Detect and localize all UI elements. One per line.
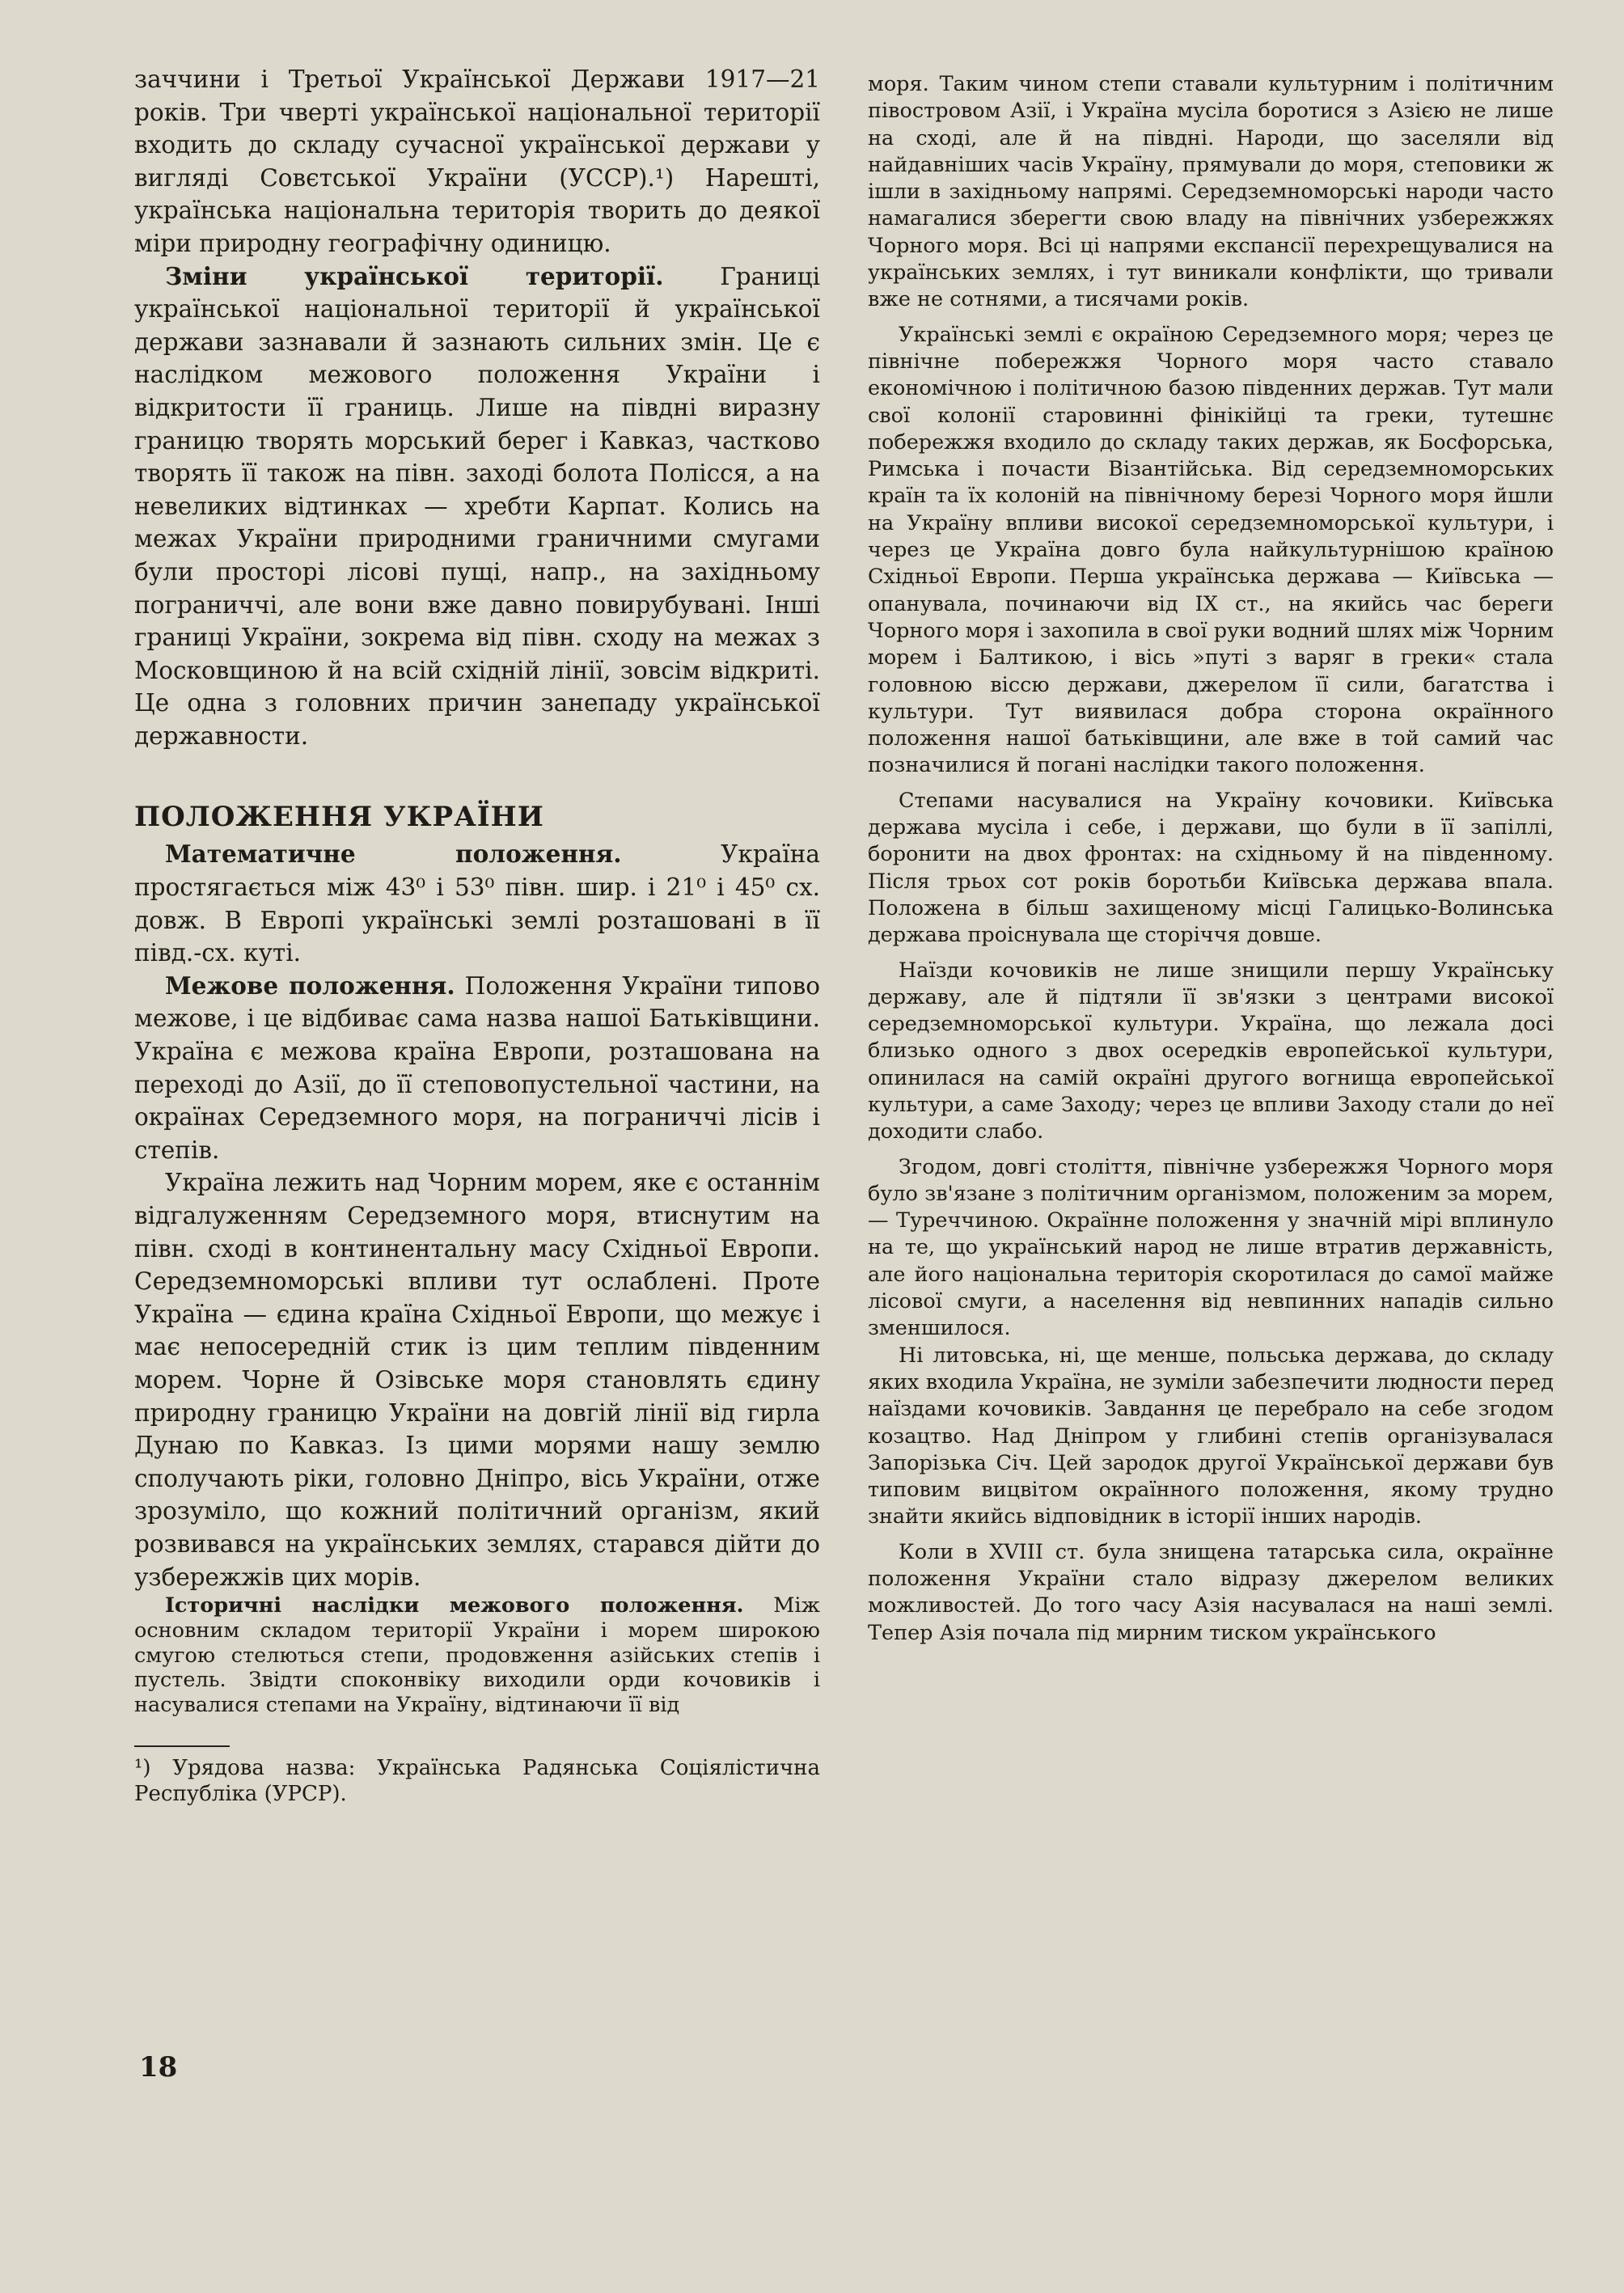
right-paragraph-5: Згодом, довгі століття, північне узбережжя Чорного моря було зв'язане з політичним організмом, положеним за морем, — Туреччиною. Окраїнне положення у значній мірі вплинуло на те, що український народ не лише втратив державність, але його національна територія скоротилася до самої майже лісової смуги, а населення від невпинних нападів сильно зменшилося. (868, 1154, 1554, 1341)
history-paragraph (134, 1593, 820, 1718)
right-paragraph-7: Коли в XVIII ст. була знищена татарська сила, окраїнне положення України стало відразу джерелом великих можливостей. До того часу Азія насувалася на наші землі. Тепер Азія почала під мирним тиском українського (868, 1539, 1554, 1645)
page-number: 18 (139, 2051, 178, 2084)
right-paragraph-3: Степами насувалися на Україну кочовики. Київська держава мусіла і себе, і держави, що були в її запіллі, боронити на двох фронтах: на східньому й на південному. Після трьох сот років боротьби Київська держава впала. Положена в більш захищеному місці Галицько-Волинська держава проіснувала ще сторіччя довше. (868, 788, 1554, 948)
sea-paragraph: Україна лежить над Чорним морем, яке є останнім відгалуженням Середземного моря, втиснутим на півн. сході в континентальну масу Східньої Европи. Середземноморські впливи тут ослаблені. Проте Україна — єдина країна Східньої Европи, що межує і має непосередній стик із цим теплим південним морем. Чорне й Озівське моря становлять єдину природну границю України на довгій лінії від гирла Дунаю по Кавказ. Із цими морями нашу землю сполучають ріки, головно Дніпро, вісь України, отже зрозуміло, що кожний політичний організм, який розвивався на українських землях, старався дійти до узбережжів цих морів. (134, 1169, 820, 1591)
math-lead: Математичне положення. (165, 840, 622, 869)
border-text: Положення України типово межове, і це відбиває сама назва нашої Батьківщини. Україна є межова країна Европи, розташована на переході до Азії, до її степовопустельної частини, на окраїнах Середземного моря, на пограниччі лісів і степів. (134, 971, 820, 1164)
section-heading: ПОЛОЖЕННЯ УКРАЇНИ (134, 801, 544, 834)
right-paragraph-4: Наїзди кочовиків не лише знищили першу Українську державу, але й підтяли її зв'язки з центрами високої середземноморської культури. Україна, що лежала досі близько одного з двох осередків европейської культури, опинилася на самій окраїні другого вогнища европейської культури, а саме Заходу; через це впливи Заходу стали до неї доходити слабо. (868, 958, 1554, 1144)
math-text: Україна простягається між 43⁰ і 53⁰ півн. шир. і 21⁰ і 45⁰ сх. довж. В Европі українські землі розташовані в її півд.-сх. куті. (134, 840, 820, 967)
right-paragraph-1: моря. Таким чином степи ставали культурним і політичним півостровом Азії, і Україна мусіла боротися з Азією не лише на сході, але й на півдні. Народи, що заселяли від найдавніших часів Україну, прямували до моря, степовики ж ішли в західньому напрямі. Середземноморські народи часто намагалися зберегти свою владу на північних узбережжях Чорного моря. Всі ці напрями експансії перехрещувалися на українських землях, і тут виникали конфлікти, що тривали вже не сотнями, а тисячами років. (868, 72, 1554, 312)
footnote-rule (134, 1745, 230, 1747)
right-column (868, 71, 1554, 1647)
history-text: Між основним складом території України і морем широкою смугою стелються степи, продовження азійських степів і пустель. Звідти споконвіку виходили орди кочовиків і насувалися степами на Україну, відтинаючи її від (134, 1593, 820, 1717)
history-lead: Історичні наслідки межового положення. (165, 1593, 744, 1618)
changes-paragraph (134, 260, 820, 753)
border-paragraph (134, 970, 820, 1167)
left-column (134, 63, 820, 1807)
changes-lead: Зміни української території. (165, 261, 664, 290)
math-paragraph (134, 838, 820, 969)
right-paragraph-2: Українські землі є окраїною Середземного моря; через це північне побережжя Чорного моря часто ставало економічною і політичною базою південних держав. Тут мали свої колонії старовинні фінікійці та греки, тутешнє побережжя входило до складу таких держав, як Босфорська, Римська і почасти Візантійська. Від середземноморських країн та їх колоній на північному березі Чорного моря йшли на Україну впливи високої середземноморської культури, і через це Україна довго була найкультурнішою країною Східньої Европи. Перша українська держава — Київська — опанувала, починаючи від IX ст., на якийсь час береги Чорного моря і захопила в свої руки водний шлях між Чорним морем і Балтикою, і вісь »путі з варяг в греки« стала головною віссю держави, джерелом її сили, багатства і культури. Тут виявилася добра сторона окраїнного положення нашої батьківщини, але вже в той самий час позначилися й погані наслідки такого положення. (868, 322, 1554, 778)
border-lead: Межове положення. (165, 971, 455, 1000)
footnote: ¹) Урядова назва: Українська Радянська Соціялістична Республіка (УРСР). (134, 1755, 820, 1806)
intro-paragraph: заччини і Третьої Української Держави 1917—21 років. Три чверті української національної території входить до складу сучасної української держави у вигляді Совєтської України (УССР).¹) Нарешті, українська національна територія творить до деякої міри природну географічну одиницю. (134, 66, 820, 257)
changes-text: Границі української національної території й української держави зазнавали й зазнають сильних змін. Це є наслідком межового положення України і відкритости її границь. Лише на півдні виразну границю творять морський берег і Кавказ, частково творять її також на півн. заході болота Полісся, а на невеликих відтинках — хребти Карпат. Колись на межах України природними граничними смугами були просторі лісові пущі, напр., на західньому пограниччі, але вони вже давно повирубувані. Інші границі України, зокрема від півн. сходу на межах з Московщиною й на всій східній лінії, зовсім відкриті. Це одна з головних причин занепаду української державности. (134, 262, 820, 750)
right-paragraph-6: Ні литовська, ні, ще менше, польська держава, до складу яких входила Україна, не зуміли забезпечити людности перед наїздами кочовиків. Завдання це перебрало на себе згодом козацтво. Над Дніпром у глибині степів організувалася Запорізька Січ. Цей зародок другої Української держави був типовим вицвітом окраїнного положення, якому трудно знайти якийсь відповідник в історії інших народів. (868, 1343, 1554, 1529)
